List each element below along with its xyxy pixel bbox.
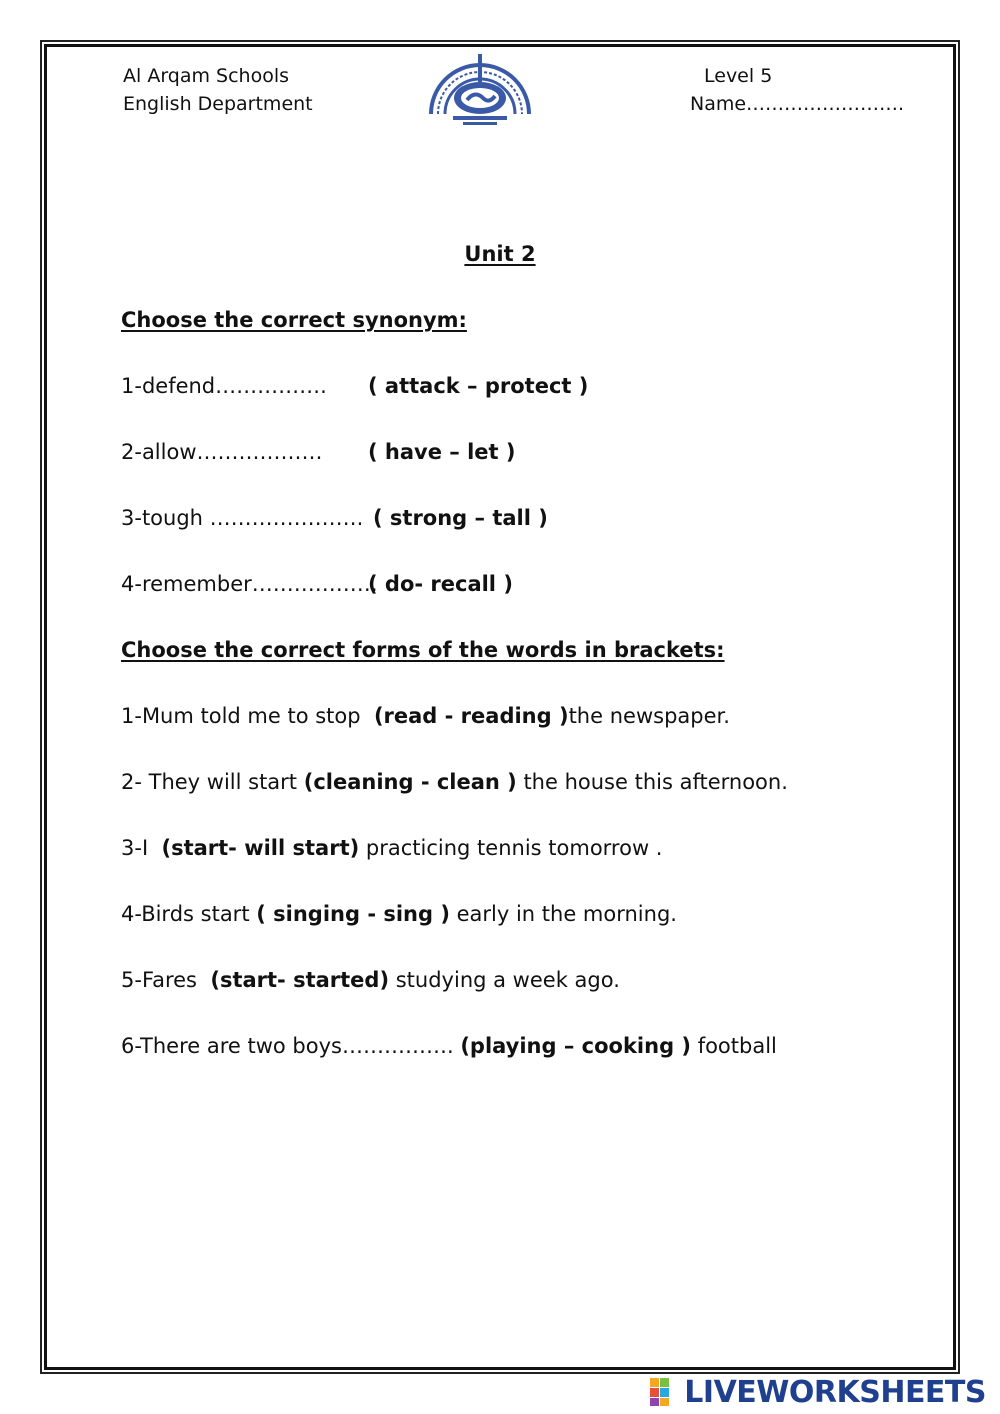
sentence-end: the newspaper. (568, 704, 730, 728)
choice-options[interactable]: (read - reading ) (373, 704, 569, 728)
choice-options[interactable]: (playing – cooking ) (460, 1034, 692, 1058)
synonym-options: ( do- recall ) (368, 572, 513, 596)
sentence-start: 2- They will start (121, 770, 304, 794)
synonym-item[interactable]: 1-defend……………. (121, 374, 327, 398)
choice-options[interactable]: ( singing - sing ) (256, 902, 450, 926)
liveworksheets-watermark (650, 1373, 986, 1411)
sentence-end: football (691, 1034, 777, 1058)
synonym-item[interactable]: 2-allow……………… (121, 440, 323, 464)
choice-options[interactable]: (start- started) (210, 968, 390, 992)
word-form-item[interactable] (121, 770, 788, 794)
word-form-item[interactable] (121, 1034, 777, 1058)
sentence-start: 1-Mum told me to stop (121, 704, 374, 728)
synonym-options: ( have – let ) (368, 440, 516, 464)
watermark-text: LIVEWORKSHEETS (684, 1374, 986, 1410)
word-form-item[interactable] (121, 902, 677, 926)
synonym-options: ( attack – protect ) (368, 374, 589, 398)
unit-title: Unit 2 (464, 242, 536, 266)
sentence-start: 3-I (121, 836, 162, 860)
sentence-end: practicing tennis tomorrow . (359, 836, 663, 860)
choice-options[interactable]: (start- will start) (161, 836, 360, 860)
word-form-item[interactable] (121, 704, 730, 728)
word-form-item[interactable] (121, 836, 662, 860)
synonym-item[interactable]: 3-tough …………………. (121, 506, 364, 530)
sentence-end: early in the morning. (449, 902, 677, 926)
section2-heading: Choose the correct forms of the words in brackets: (121, 638, 725, 662)
sentence-start: 5-Fares (121, 968, 211, 992)
department-name: English Department (123, 93, 313, 115)
sentence-start: 6-There are two boys……………. (121, 1034, 461, 1058)
word-form-item[interactable] (121, 968, 620, 992)
synonym-item[interactable]: 4-remember……………… (121, 572, 378, 596)
synonym-options: ( strong – tall ) (373, 506, 548, 530)
name-field[interactable]: Name……………………. (690, 93, 905, 115)
choice-options[interactable]: (cleaning - clean ) (303, 770, 517, 794)
school-emblem (423, 52, 537, 128)
sentence-start: 4-Birds start (121, 902, 257, 926)
sentence-end: the house this afternoon. (516, 770, 788, 794)
school-name: Al Arqam Schools (123, 65, 290, 87)
sentence-end: studying a week ago. (389, 968, 620, 992)
level-label: Level 5 (704, 65, 773, 87)
section1-heading: Choose the correct synonym: (121, 308, 467, 332)
liveworksheets-logo-icon (650, 1378, 680, 1406)
